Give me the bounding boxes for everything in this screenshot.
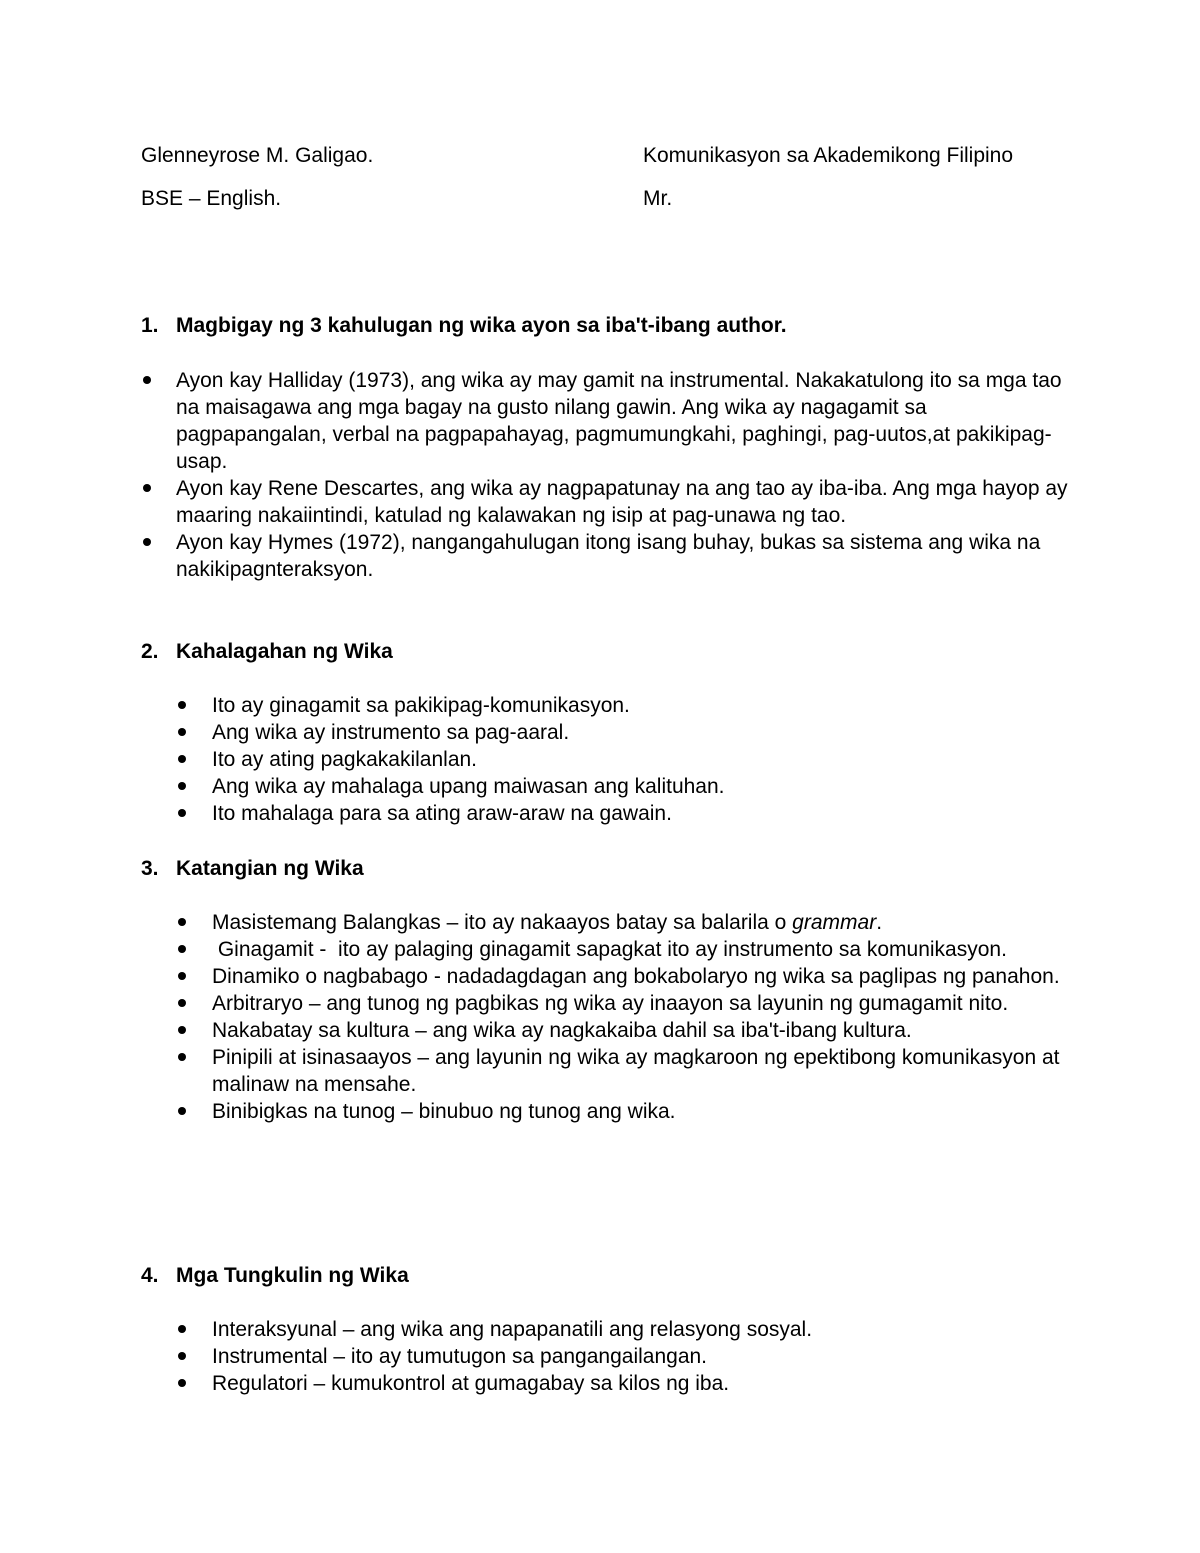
- bullet-list: [141, 1316, 1071, 1397]
- bullet-icon: [178, 999, 186, 1007]
- section-number: 2.: [141, 640, 159, 663]
- bullet-icon: [178, 1352, 186, 1360]
- bullet-icon: [178, 1107, 186, 1115]
- bullet-icon: [178, 945, 186, 953]
- list-item: [141, 1098, 1071, 1125]
- list-item: [141, 773, 1071, 800]
- section-heading: [141, 639, 1071, 665]
- section-heading: [141, 856, 1071, 882]
- bullet-list: [141, 909, 1071, 1125]
- list-item-text: Binibigkas na tunog – binubuo ng tunog ang wika.: [212, 1100, 676, 1123]
- list-item-text: Ang wika ay instrumento sa pag-aaral.: [212, 721, 570, 744]
- bullet-icon: [178, 972, 186, 980]
- list-item: [141, 692, 1071, 719]
- section-title: Katangian ng Wika: [176, 857, 364, 880]
- list-item-text: Pinipili at isinasaayos – ang layunin ng wika ay magkaroon ng epektibong komunikasyon at malinaw na mensahe.: [212, 1046, 1060, 1096]
- bullet-icon: [178, 1325, 186, 1333]
- section-2: [141, 639, 1071, 827]
- list-item: [141, 1343, 1071, 1370]
- list-item: [141, 1370, 1071, 1397]
- section-number: 1.: [141, 314, 159, 337]
- section-heading: [141, 1263, 1071, 1289]
- section-title: Mga Tungkulin ng Wika: [176, 1264, 409, 1287]
- student-course: BSE – English.: [141, 187, 282, 210]
- bullet-list: [141, 692, 1071, 827]
- list-item: [141, 367, 1071, 475]
- list-item-text: Ayon kay Halliday (1973), ang wika ay may gamit na instrumental. Nakakatulong ito sa mga tao na maisagawa ang mga bagay na gusto nilang gawin. Ang wika ay nagagamit sa pagpapangalan, verbal na pagpapahayag, pagmumungkahi, paghingi, pag-uutos,at pakikipag-usap.: [176, 369, 1062, 473]
- teacher-name: Mr.: [643, 187, 673, 210]
- list-item: [141, 800, 1071, 827]
- bullet-icon: [178, 728, 186, 736]
- list-item: [141, 1044, 1071, 1098]
- bullet-icon: [178, 782, 186, 790]
- list-item-text: Ginagamit - ito ay palaging ginagamit sapagkat ito ay instrumento sa komunikasyon.: [212, 938, 1007, 961]
- bullet-icon: [143, 376, 151, 384]
- list-item: [141, 990, 1071, 1017]
- list-item-text: Ayon kay Hymes (1972), nangangahulugan itong isang buhay, bukas sa sistema ang wika na nakikipagnteraksyon.: [176, 531, 1041, 581]
- bullet-icon: [178, 1026, 186, 1034]
- list-item: [141, 936, 1071, 963]
- list-item: [141, 1017, 1071, 1044]
- bullet-icon: [178, 1379, 186, 1387]
- list-item: [141, 909, 1071, 936]
- student-name: Glenneyrose M. Galigao.: [141, 144, 374, 167]
- list-item: [141, 719, 1071, 746]
- section-3: [141, 856, 1071, 1125]
- bullet-icon: [143, 484, 151, 492]
- list-item: [141, 746, 1071, 773]
- section-number: 3.: [141, 857, 159, 880]
- list-item-text: Dinamiko o nagbabago - nadadagdagan ang bokabolaryo ng wika sa paglipas ng panahon.: [212, 965, 1060, 988]
- section-title: Magbigay ng 3 kahulugan ng wika ayon sa iba't-ibang author.: [176, 314, 787, 337]
- bullet-list: [141, 367, 1071, 583]
- list-item: [141, 1316, 1071, 1343]
- list-item-text: Instrumental – ito ay tumutugon sa pangangailangan.: [212, 1345, 708, 1368]
- bullet-icon: [178, 701, 186, 709]
- list-item-text: Ito ay ginagamit sa pakikipag-komunikasyon.: [212, 694, 630, 717]
- list-item-text: Arbitraryo – ang tunog ng pagbikas ng wika ay inaayon sa layunin ng gumagamit nito.: [212, 992, 1009, 1015]
- emphasis-text: grammar: [792, 911, 877, 934]
- section-4: [141, 1263, 1071, 1397]
- list-item-text: Masistemang Balangkas – ito ay nakaayos batay sa balarila o: [212, 911, 793, 934]
- bullet-icon: [178, 755, 186, 763]
- bullet-icon: [178, 1053, 186, 1061]
- list-item-text: Regulatori – kumukontrol at gumagabay sa kilos ng iba.: [212, 1372, 730, 1395]
- bullet-icon: [178, 809, 186, 817]
- list-item: [141, 475, 1071, 529]
- section-1: [141, 313, 1071, 583]
- list-item: [141, 529, 1071, 583]
- bullet-icon: [143, 538, 151, 546]
- section-heading: [141, 313, 1071, 339]
- list-item: [141, 963, 1071, 990]
- list-item-text: Ito ay ating pagkakakilanlan.: [212, 748, 478, 771]
- list-item-text-end: .: [876, 911, 883, 934]
- section-title: Kahalagahan ng Wika: [176, 640, 393, 663]
- list-item-text: Ang wika ay mahalaga upang maiwasan ang kalituhan.: [212, 775, 725, 798]
- section-number: 4.: [141, 1264, 159, 1287]
- list-item-text: Ito mahalaga para sa ating araw-araw na gawain.: [212, 802, 672, 825]
- bullet-icon: [178, 918, 186, 926]
- list-item-text: Ayon kay Rene Descartes, ang wika ay nagpapatunay na ang tao ay iba-iba. Ang mga hayop ay maaring nakaiintindi, katulad ng kalawakan ng isip at pag-unawa ng tao.: [176, 477, 1068, 527]
- list-item-text: Nakabatay sa kultura – ang wika ay nagkakaiba dahil sa iba't-ibang kultura.: [212, 1019, 912, 1042]
- subject-title: Komunikasyon sa Akademikong Filipino: [643, 144, 1014, 167]
- list-item-text: Interaksyunal – ang wika ang napapanatili ang relasyong sosyal.: [212, 1318, 813, 1341]
